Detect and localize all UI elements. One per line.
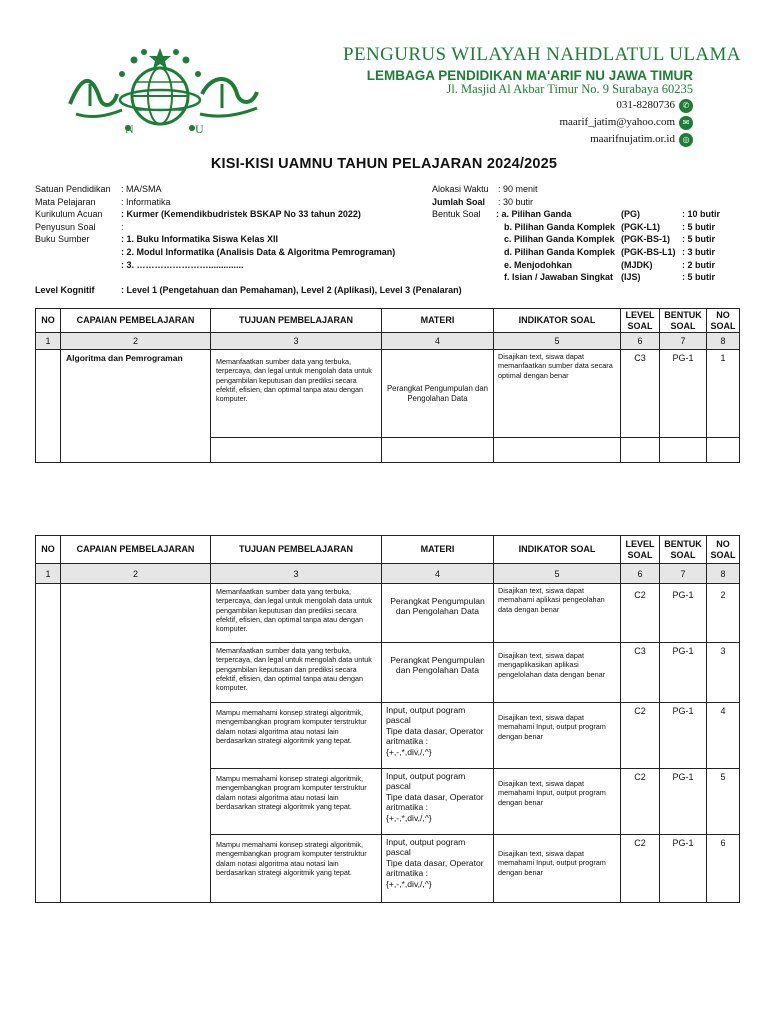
bentuk-code: (PGK-L1) — [621, 221, 660, 232]
cell-bentuk: PG-1 — [660, 643, 707, 703]
info-value: : Informatika — [121, 196, 171, 207]
col-number: 6 — [621, 333, 660, 350]
bentuk-row — [432, 259, 742, 272]
bentuk-code: (MJDK) — [621, 259, 653, 270]
cell-materi: Perangkat Pengumpulan dan Pengolahan Data — [382, 584, 494, 643]
header-level: LEVEL SOAL — [621, 536, 660, 564]
header-bentuk: BENTUK SOAL — [660, 309, 707, 333]
header-materi: MATERI — [382, 309, 494, 333]
cell-bentuk: PG-1 — [660, 584, 707, 643]
column-number-row — [36, 333, 740, 350]
info-row — [35, 183, 435, 196]
address: Jl. Masjid Al Akbar Timur No. 9 Surabaya 60235 — [446, 82, 693, 96]
cell-no-soal: 5 — [707, 769, 740, 835]
col-number: 6 — [621, 564, 660, 584]
header-level: LEVEL SOAL — [621, 309, 660, 333]
cell-capaian: Algoritma dan Pemrograman — [61, 350, 211, 463]
info-label: Penyusun Soal — [35, 221, 96, 232]
kisi-table-1 — [35, 308, 740, 463]
cell-level: C3 — [621, 350, 660, 438]
bentuk-row — [432, 233, 742, 246]
cell-tujuan: Mampu memahami konsep strategi algoritmik, mengembangkan program komputer terstruktur dalam notasi algoritma atau notasi lain berdasarkan strategi algoritmik yang tepat. — [211, 769, 382, 835]
cell-bentuk: PG-1 — [660, 835, 707, 903]
cell-empty — [382, 438, 494, 463]
header-materi: MATERI — [382, 536, 494, 564]
bentuk-name: f. Isian / Jawaban Singkat — [504, 272, 614, 283]
bentuk-row — [432, 271, 742, 284]
bentuk-count: : 3 butir — [682, 246, 715, 257]
cell-capaian — [61, 584, 211, 903]
alokasi-label: Alokasi Waktu — [432, 184, 489, 194]
level-kognitif-label: Level Kognitif — [35, 285, 95, 295]
jumlah-value: : 30 butir — [498, 196, 534, 207]
header-row — [36, 309, 740, 333]
info-row — [35, 221, 435, 234]
bentuk-name: e. Menjodohkan — [504, 259, 573, 270]
info-row — [35, 196, 435, 209]
col-number: 7 — [660, 333, 707, 350]
cell-tujuan: Mampu memahami konsep strategi algoritmik, mengembangkan program komputer terstruktur dalam notasi algoritma atau notasi lain berdasarkan strategi algoritmik yang tepat. — [211, 835, 382, 903]
website: maarifnujatim.or.id — [590, 133, 675, 145]
info-left — [35, 183, 435, 271]
cell-no-soal: 3 — [707, 643, 740, 703]
cell-materi: Input, output pogram pascal Tipe data dasar, Operator aritmatika : {+,-,*,div,/,^} — [382, 703, 494, 769]
header-indikator: INDIKATOR SOAL — [494, 536, 621, 564]
cell-materi: Perangkat Pengumpulan dan Pengolahan Data — [382, 643, 494, 703]
cell-indikator: Disajikan text, siswa dapat memanfaatkan sumber data secara optimal dengan benar — [494, 350, 621, 438]
info-right — [432, 183, 742, 284]
nu-logo — [62, 44, 262, 144]
cell-materi: Input, output pogram pascal Tipe data dasar, Operator aritmatika : {+,-,*,div,/,^} — [382, 769, 494, 835]
cell-empty — [211, 438, 382, 463]
cell-indikator: Disajikan text, siswa dapat mengaplikasikan aplikasi pengelolahan data dengan benar — [494, 643, 621, 703]
header-row — [36, 536, 740, 564]
cell-no-soal: 1 — [707, 350, 740, 438]
col-number: 5 — [494, 564, 621, 584]
cell-materi: Perangkat Pengumpulan dan Pengolahan Data — [382, 350, 494, 438]
cell-empty — [707, 438, 740, 463]
col-number: 7 — [660, 564, 707, 584]
table-row — [36, 584, 740, 643]
cell-no-soal: 2 — [707, 584, 740, 643]
cell-level: C3 — [621, 643, 660, 703]
col-number: 3 — [211, 564, 382, 584]
cell-no-soal: 6 — [707, 835, 740, 903]
cell-bentuk: PG-1 — [660, 703, 707, 769]
cell-level: C2 — [621, 835, 660, 903]
info-row — [35, 259, 435, 272]
alokasi-value: : 90 menit — [498, 184, 538, 194]
header-no: NO — [36, 309, 61, 333]
col-number: 1 — [36, 333, 61, 350]
bentuk-name: : a. Pilihan Ganda — [496, 209, 572, 220]
col-number: 1 — [36, 564, 61, 584]
info-row — [35, 246, 435, 259]
column-number-row — [36, 564, 740, 584]
info-label: Mata Pelajaran — [35, 196, 96, 207]
cell-indikator: Disajikan text, siswa dapat memahami aplikasi pengeolahan data dengan benar — [494, 584, 621, 643]
bentuk-name: b. Pilihan Ganda Komplek — [504, 221, 616, 232]
info-value: : — [121, 221, 124, 232]
email-icon: ✉ — [679, 116, 693, 130]
col-number: 4 — [382, 564, 494, 584]
info-value: : 2. Modul Informatika (Analisis Data & Algoritma Pemrograman) — [121, 246, 396, 257]
jumlah-row — [432, 196, 742, 209]
bentuk-name: d. Pilihan Ganda Komplek — [504, 246, 616, 257]
phone: 031-8280736 — [616, 99, 675, 111]
bentuk-count: : 5 butir — [682, 234, 715, 245]
bentuk-name: c. Pilihan Ganda Komplek — [504, 234, 615, 245]
cell-no — [36, 350, 61, 463]
col-number: 2 — [61, 564, 211, 584]
header-indikator: INDIKATOR SOAL — [494, 309, 621, 333]
cell-bentuk: PG-1 — [660, 769, 707, 835]
header-capaian: CAPAIAN PEMBELAJARAN — [61, 309, 211, 333]
alokasi-row — [432, 183, 742, 196]
cell-no — [36, 584, 61, 903]
info-row — [35, 208, 435, 221]
cell-tujuan: Memanfaatkan sumber data yang terbuka, terpercaya, dan legal untuk mengolah data untuk pengambilan keputusan dan prediksi secara efektif, efisien, dan optimal tanpa atau dengan komputer. — [211, 584, 382, 643]
header-bentuk: BENTUK SOAL — [660, 536, 707, 564]
col-number: 3 — [211, 333, 382, 350]
document-title: KISI-KISI UAMNU TAHUN PELAJARAN 2024/2025 — [210, 156, 558, 172]
cell-level: C2 — [621, 769, 660, 835]
bentuk-code: (PGK-BS-1) — [621, 234, 670, 245]
org-name: PENGURUS WILAYAH NAHDLATUL ULAMA — [343, 44, 741, 65]
bentuk-label: Bentuk Soal — [432, 209, 481, 220]
bentuk-row — [432, 246, 742, 259]
cell-indikator: Disajikan text, siswa dapat memahami Input, output program dengan benar — [494, 703, 621, 769]
bentuk-code: (IJS) — [621, 272, 641, 283]
bentuk-count: : 5 butir — [682, 272, 715, 283]
header-tujuan: TUJUAN PEMBELAJARAN — [211, 536, 382, 564]
table-row — [36, 350, 740, 438]
header-no-soal: NO SOAL — [707, 536, 740, 564]
info-value: : Kurmer (Kemendikbudristek BSKAP No 33 tahun 2022) — [121, 209, 361, 220]
kisi-table-2 — [35, 535, 740, 903]
level-kognitif-value: : Level 1 (Pengetahuan dan Pemahaman), Level 2 (Aplikasi), Level 3 (Penalaran) — [121, 285, 462, 295]
bentuk-row — [432, 221, 742, 234]
bentuk-code: (PGK-BS-L1) — [621, 246, 676, 257]
cell-indikator: Disajikan text, siswa dapat memahami Input, output program dengan benar — [494, 835, 621, 903]
col-number: 4 — [382, 333, 494, 350]
bentuk-count: : 10 butir — [682, 209, 721, 220]
bentuk-row — [432, 208, 742, 221]
col-number: 8 — [707, 333, 740, 350]
bentuk-count: : 5 butir — [682, 221, 715, 232]
header-no: NO — [36, 536, 61, 564]
email: maarif_jatim@yahoo.com — [559, 116, 675, 128]
cell-materi: Input, output pogram pascal Tipe data dasar, Operator aritmatika : {+,-,*,div,/,^} — [382, 835, 494, 903]
logo-letter-u: U — [195, 122, 204, 136]
info-label: Kurikulum Acuan — [35, 209, 103, 220]
cell-tujuan: Memanfaatkan sumber data yang terbuka, terpercaya, dan legal untuk mengolah data untuk pengambilan keputusan dan prediksi secara efektif, efisien, dan optimal tanpa atau dengan komputer. — [211, 643, 382, 703]
info-label: Buku Sumber — [35, 234, 90, 245]
cell-tujuan: Mampu memahami konsep strategi algoritmik, mengembangkan program komputer terstruktur dalam notasi algoritma atau notasi lain berdasarkan strategi algoritmik yang tepat. — [211, 703, 382, 769]
cell-bentuk: PG-1 — [660, 350, 707, 438]
col-number: 5 — [494, 333, 621, 350]
bentuk-count: : 2 butir — [682, 259, 715, 270]
institution-name: LEMBAGA PENDIDIKAN MA'ARIF NU JAWA TIMUR — [366, 68, 693, 83]
header-no-soal: NO SOAL — [707, 309, 740, 333]
info-label: Satuan Pendidikan — [35, 184, 111, 194]
cell-level: C2 — [621, 584, 660, 643]
cell-empty — [494, 438, 621, 463]
col-number: 8 — [707, 564, 740, 584]
cell-indikator: Disajikan text, siswa dapat memahami Input, output program dengan benar — [494, 769, 621, 835]
info-row — [35, 233, 435, 246]
cell-tujuan: Memanfaatkan sumber data yang terbuka, terpercaya, dan legal untuk mengolah data untuk pengambilan keputusan dan prediksi secara efektif, efisien, dan optimal tanpa atau dengan komputer. — [211, 350, 382, 438]
logo-letter-n: N — [125, 122, 134, 136]
header-tujuan: TUJUAN PEMBELAJARAN — [211, 309, 382, 333]
info-value: : MA/SMA — [121, 184, 162, 194]
col-number: 2 — [61, 333, 211, 350]
jumlah-label: Jumlah Soal — [432, 196, 486, 207]
bentuk-code: (PG) — [621, 209, 640, 220]
cell-empty — [621, 438, 660, 463]
web-icon: ◎ — [679, 133, 693, 147]
cell-level: C2 — [621, 703, 660, 769]
phone-icon: ✆ — [679, 99, 693, 113]
info-value: : 3. …………………….............. — [121, 259, 244, 270]
cell-no-soal: 4 — [707, 703, 740, 769]
info-value: : 1. Buku Informatika Siswa Kelas XII — [121, 234, 279, 245]
cell-empty — [660, 438, 707, 463]
header-capaian: CAPAIAN PEMBELAJARAN — [61, 536, 211, 564]
